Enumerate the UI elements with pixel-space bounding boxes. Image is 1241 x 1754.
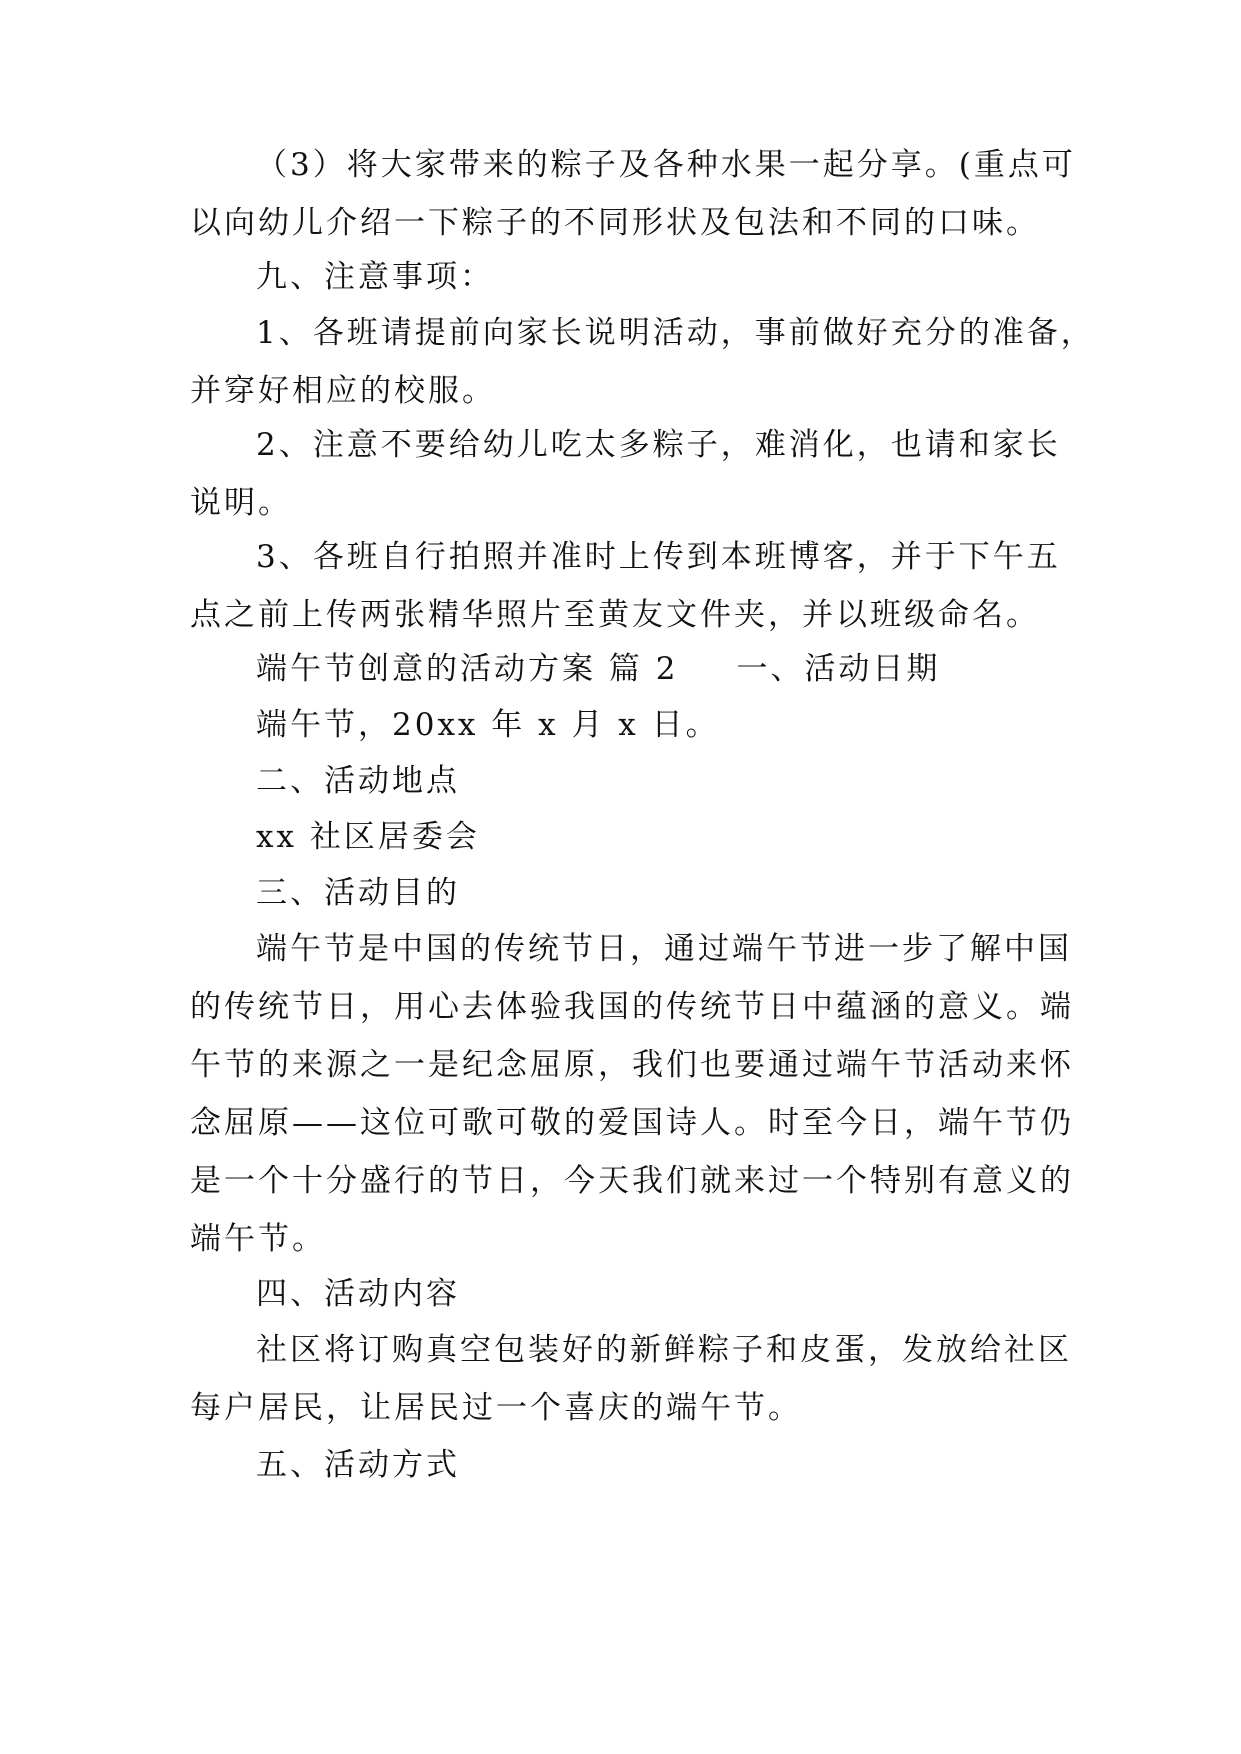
text-line: 午节的来源之一是纪念屈原，我们也要通过端午节活动来怀	[190, 1047, 1074, 1083]
text-line: 以向幼儿介绍一下粽子的不同形状及包法和不同的口味。	[190, 205, 1040, 241]
plan-title-line	[190, 640, 1060, 698]
text-line: 3、各班自行拍照并准时上传到本班博客，并于下午五	[256, 539, 1061, 575]
section-heading-location	[190, 752, 1060, 810]
paragraph-location	[190, 808, 1060, 866]
text-line: 1、各班请提前向家长说明活动，事前做好充分的准备，	[256, 315, 1095, 351]
text-line: 每户居民，让居民过一个喜庆的端午节。	[190, 1390, 802, 1426]
paragraph-content	[190, 1321, 1072, 1437]
text-line: 并穿好相应的校服。	[190, 373, 496, 409]
section-heading-content	[190, 1265, 1060, 1323]
text-line: 2、注意不要给幼儿吃太多粽子，难消化，也请和家长	[256, 427, 1061, 463]
section-heading: 九、注意事项：	[256, 259, 494, 295]
plan-title: 端午节创意的活动方案 篇 2	[256, 651, 679, 687]
text-line: 说明。	[190, 485, 292, 521]
section-heading-purpose	[190, 864, 1060, 922]
text-line: （3）将大家带来的粽子及各种水果一起分享。(重点可	[256, 147, 1076, 183]
text-line: 端午节是中国的传统节日，通过端午节进一步了解中国	[256, 931, 1072, 967]
paragraph-date	[190, 696, 1060, 754]
section-heading: 五、活动方式	[256, 1447, 460, 1483]
text-line: 是一个十分盛行的节日，今天我们就来过一个特别有意义的	[190, 1163, 1074, 1199]
section-heading: 四、活动内容	[256, 1276, 460, 1312]
section-heading: 一、活动日期	[736, 651, 941, 687]
text-line: 念屈原——这位可歌可敬的爱国诗人。时至今日，端午节仍	[190, 1105, 1074, 1141]
text-line: 点之前上传两张精华照片至黄友文件夹，并以班级命名。	[190, 597, 1040, 633]
paragraph-note-1	[190, 304, 1095, 420]
paragraph-sharing	[190, 136, 1076, 252]
section-heading-method	[190, 1436, 1060, 1494]
text-line: 端午节。	[190, 1221, 326, 1257]
text-line: 端午节，20xx 年 x 月 x 日。	[256, 707, 720, 743]
text-line: xx 社区居委会	[256, 819, 480, 855]
paragraph-purpose	[190, 920, 1074, 1268]
section-heading-notes	[190, 248, 1060, 306]
text-line: 社区将订购真空包装好的新鲜粽子和皮蛋，发放给社区	[256, 1332, 1072, 1368]
section-heading: 二、活动地点	[256, 763, 460, 799]
section-heading: 三、活动目的	[256, 875, 460, 911]
text-line: 的传统节日，用心去体验我国的传统节日中蕴涵的意义。端	[190, 989, 1074, 1025]
paragraph-note-2	[190, 416, 1060, 532]
paragraph-note-3	[190, 528, 1060, 644]
plan-title-row	[190, 640, 1060, 698]
